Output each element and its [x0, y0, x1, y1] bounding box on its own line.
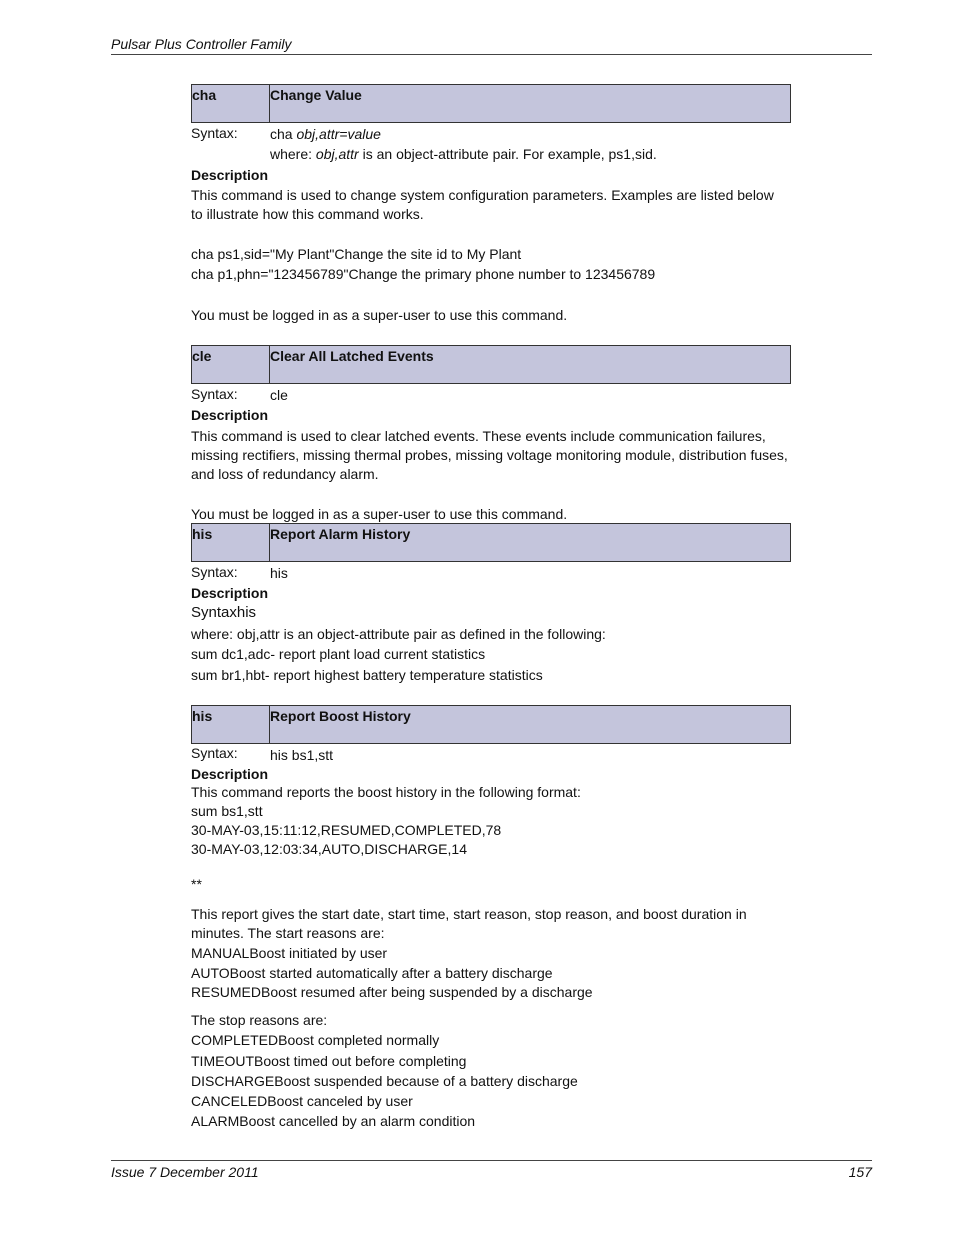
body-line: This command reports the boost history in the following format:: [191, 784, 581, 800]
example-line: cha p1,phn="123456789"Change the primary phone number to 123456789: [191, 266, 656, 282]
syntax-label: Syntax:: [191, 745, 238, 761]
syntax-label: Syntax:: [191, 125, 238, 141]
stop-reason: CANCELEDBoost canceled by user: [191, 1093, 413, 1109]
body-line: where: obj,attr is an object-attribute pair as defined in the following:: [191, 626, 606, 642]
document-title: Pulsar Plus Controller Family: [111, 36, 292, 52]
description-heading: Description: [191, 766, 269, 782]
description-text: This command is used to clear latched events. These events include communication failures, missing rectifiers, missing thermal probes, missing voltage monitoring module, distribution fuses, and loss of redundancy alarm.: [191, 428, 788, 482]
start-reason: MANUALBoost initiated by user: [191, 945, 388, 961]
stop-reason: ALARMBoost cancelled by an alarm condition: [191, 1113, 476, 1129]
description-heading: Description: [191, 407, 269, 423]
command-header-cha: [191, 84, 791, 123]
stop-reason: COMPLETEDBoost completed normally: [191, 1032, 440, 1048]
command-header-his-boost: [191, 705, 791, 744]
stop-reason: TIMEOUTBoost timed out before completing: [191, 1053, 467, 1069]
where-prefix: where:: [270, 146, 316, 162]
syntax-where: [270, 146, 657, 162]
command-code: cle: [192, 346, 270, 383]
note-text: You must be logged in as a super-user to use this command.: [191, 506, 568, 522]
page-header: [111, 36, 872, 55]
syntax-value: cle: [270, 387, 288, 403]
note-text: You must be logged in as a super-user to use this command.: [191, 307, 568, 323]
body-line: Syntaxhis: [191, 604, 257, 621]
example-line: cha ps1,sid="My Plant"Change the site id to My Plant: [191, 246, 522, 262]
stop-reason: DISCHARGEBoost suspended because of a battery discharge: [191, 1073, 578, 1089]
command-title: Change Value: [270, 87, 362, 103]
command-title: Report Alarm History: [270, 526, 411, 542]
body-line: sum bs1,stt: [191, 803, 263, 819]
command-code: cha: [192, 85, 270, 122]
start-reason: AUTOBoost started automatically after a battery discharge: [191, 965, 553, 981]
syntax-label: Syntax:: [191, 386, 238, 402]
stop-reasons-intro: The stop reasons are:: [191, 1012, 328, 1028]
description-heading: Description: [191, 585, 269, 601]
command-header-cle: [191, 345, 791, 384]
where-args: obj,attr: [315, 146, 359, 162]
where-suffix: is an object-attribute pair. For example, ps1,sid.: [358, 146, 657, 162]
report-text: This report gives the start date, start time, start reason, stop reason, and boost duration in minutes. The start reasons are:: [191, 906, 747, 941]
body-line: 30-MAY-03,15:11:12,RESUMED,COMPLETED,78: [191, 822, 502, 838]
body-line: 30-MAY-03,12:03:34,AUTO,DISCHARGE,14: [191, 841, 467, 857]
page-number: 157: [848, 1164, 872, 1180]
syntax-value: his: [270, 565, 288, 581]
description-heading: Description: [191, 167, 269, 183]
page-footer: [111, 1160, 872, 1180]
command-title: Clear All Latched Events: [270, 348, 434, 364]
start-reason: RESUMEDBoost resumed after being suspended by a discharge: [191, 984, 593, 1000]
syntax-args: obj,attr=value: [296, 126, 381, 142]
syntax-command: cha: [270, 126, 297, 142]
body-line: sum br1,hbt- report highest battery temperature statistics: [191, 667, 543, 683]
issue-date: Issue 7 December 2011: [111, 1164, 259, 1180]
syntax-value: [270, 126, 381, 142]
separator-stars: **: [191, 876, 202, 892]
syntax-label: Syntax:: [191, 564, 238, 580]
command-code: his: [192, 524, 270, 561]
command-header-his: [191, 523, 791, 562]
syntax-value: his bs1,stt: [270, 747, 334, 763]
command-title: Report Boost History: [270, 708, 411, 724]
description-text: This command is used to change system configuration parameters. Examples are listed below to illustrate how this command works.: [191, 187, 774, 222]
command-code: his: [192, 706, 270, 743]
body-line: sum dc1,adc- report plant load current statistics: [191, 646, 486, 662]
